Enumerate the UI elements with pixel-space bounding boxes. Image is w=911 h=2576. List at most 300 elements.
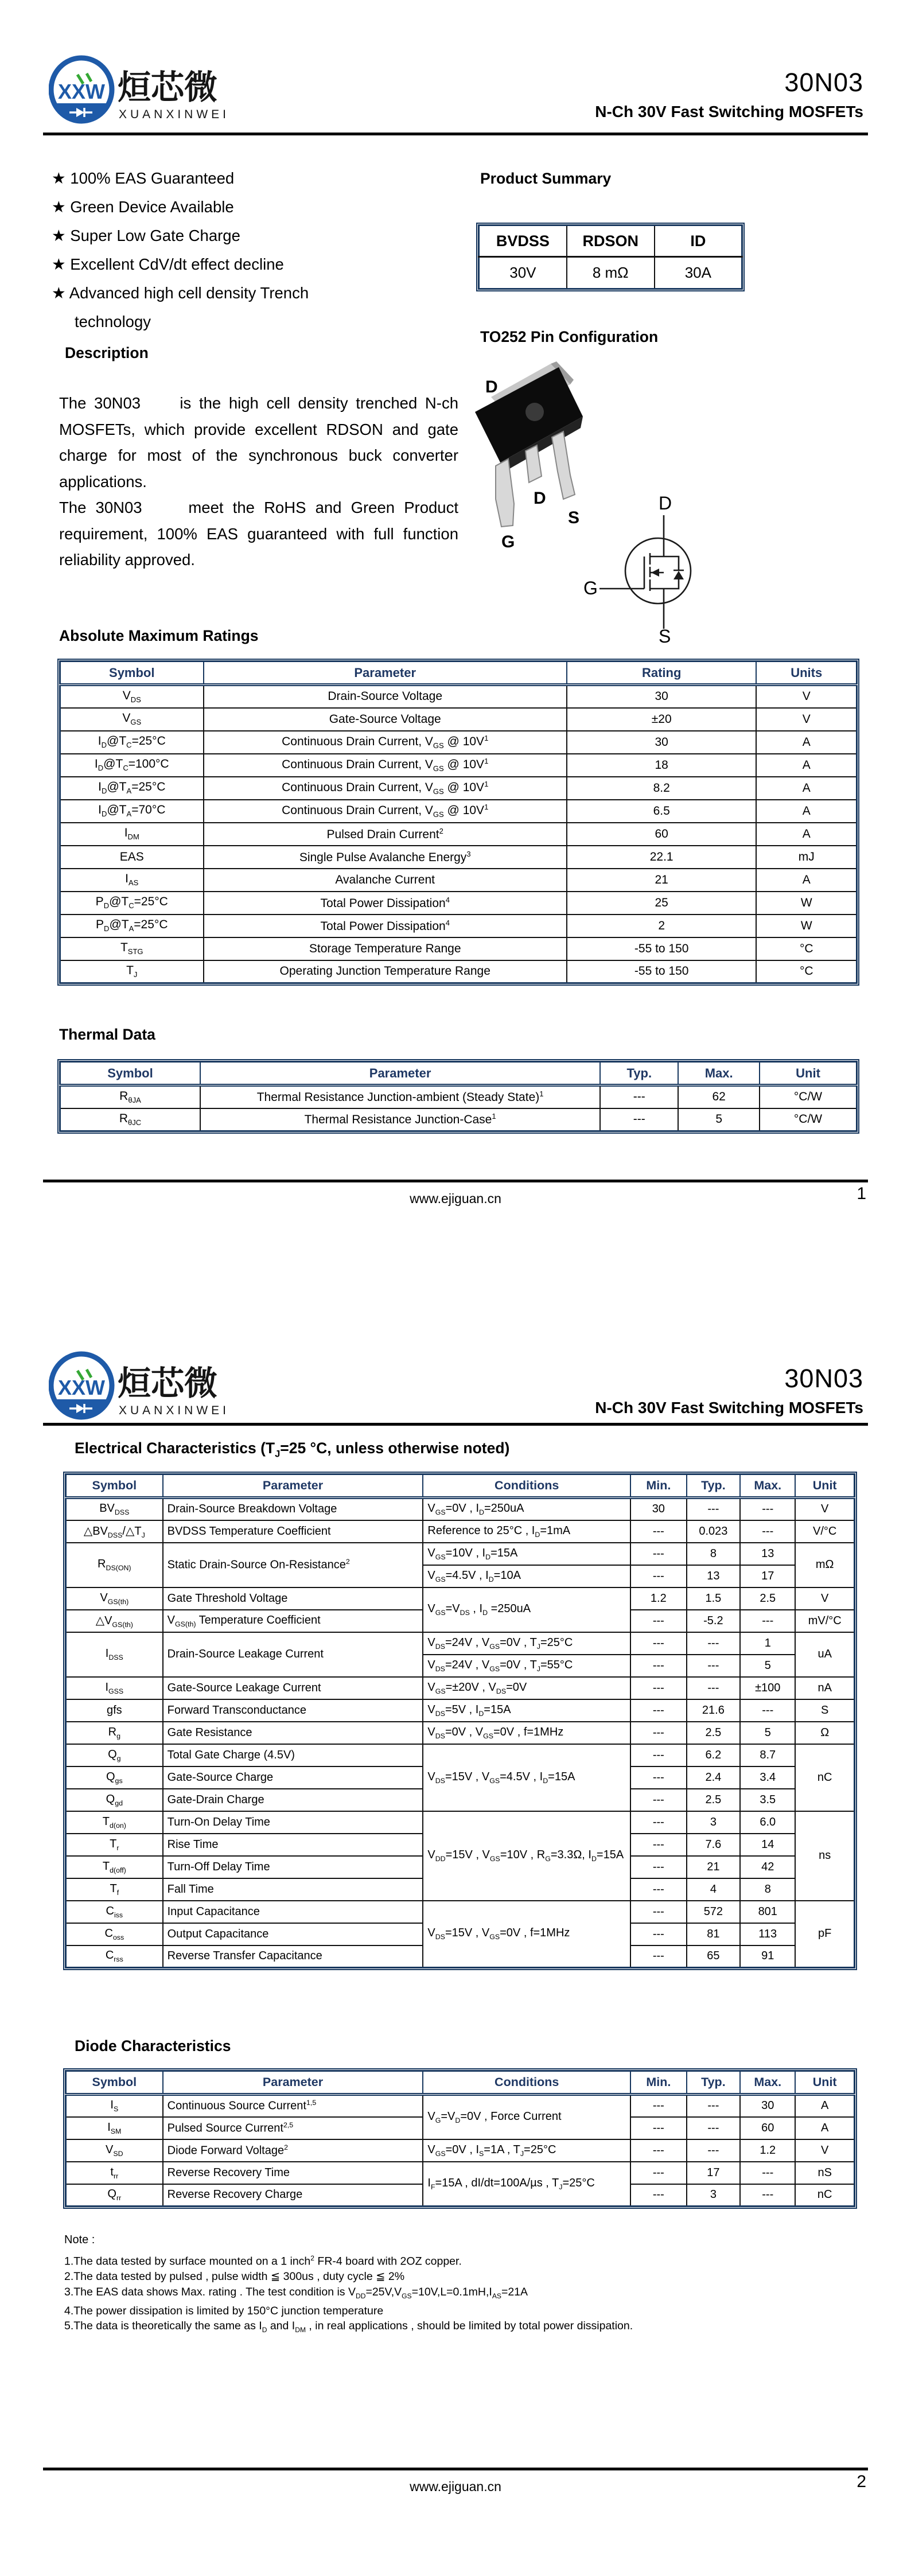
feature-item: ★ Green Device Available bbox=[52, 198, 234, 216]
table-cell: $V_{GS}=10V$ , $I_D=15A$ bbox=[423, 1543, 630, 1565]
package-label-tab-drain: D bbox=[485, 378, 498, 396]
column-header: Symbol bbox=[60, 661, 204, 685]
column-header: Conditions bbox=[423, 1474, 630, 1498]
table-cell: $I_{DSS}$ bbox=[66, 1632, 163, 1677]
column-header: Typ. bbox=[687, 1474, 741, 1498]
table-cell: $V_{DS}=5V$ , $I_D=15A$ bbox=[423, 1699, 630, 1722]
table-cell: 14 bbox=[740, 1834, 795, 1856]
table-cell: 8.7 bbox=[740, 1744, 795, 1766]
table-cell: Output Capacitance bbox=[163, 1923, 423, 1945]
table-cell: ns bbox=[795, 1811, 854, 1901]
table-cell: --- bbox=[630, 2117, 687, 2139]
table-cell: A bbox=[756, 869, 857, 892]
table-cell: $R_{\theta JA}$ bbox=[60, 1085, 200, 1108]
table-cell: nC bbox=[795, 2184, 854, 2207]
table-header-row bbox=[66, 2071, 855, 2095]
table-cell: V bbox=[756, 708, 857, 731]
table-cell: Gate-Source Leakage Current bbox=[163, 1677, 423, 1699]
table-row bbox=[66, 1498, 855, 1520]
notes-list bbox=[64, 2251, 867, 2338]
table-cell: 60 bbox=[740, 2117, 795, 2139]
to252-package-image bbox=[466, 351, 589, 552]
part-subtitle: N-Ch 30V Fast Switching MOSFETs bbox=[595, 1399, 863, 1417]
table-cell: 21 bbox=[567, 869, 757, 892]
product-summary-title: Product Summary bbox=[480, 170, 612, 187]
column-header: Max. bbox=[740, 1474, 795, 1498]
table-cell: $V_{DS}=15V$ , $V_{GS}=4.5V$ , $I_D=15A$ bbox=[423, 1744, 630, 1811]
table-row bbox=[66, 1699, 855, 1722]
table-cell: 60 bbox=[567, 823, 757, 846]
table-cell: S bbox=[795, 1699, 854, 1722]
table-cell: Turn-Off Delay Time bbox=[163, 1856, 423, 1878]
table-cell: $V_{DD}=15V$ , $V_{GS}=10V$ , $R_G=3.3\Omega$, $I_D=15A$ bbox=[423, 1811, 630, 1901]
column-header: Typ. bbox=[600, 1062, 678, 1085]
table-cell: W bbox=[756, 915, 857, 937]
table-cell: Gate Threshold Voltage bbox=[163, 1587, 423, 1610]
table-row bbox=[60, 892, 857, 915]
electrical-table-wrap bbox=[63, 1472, 857, 1970]
table-cell: V/°C bbox=[795, 1520, 854, 1543]
abs-max-table-wrap bbox=[57, 659, 859, 986]
table-cell: $V_{GS}=\pm 20V$ , $V_{DS}=0V$ bbox=[423, 1677, 630, 1699]
table-cell: 30 bbox=[567, 685, 757, 708]
table-cell: --- bbox=[630, 1565, 687, 1587]
table-cell: 30V bbox=[479, 257, 567, 289]
note-item: 4.The power dissipation is limited by 150°C junction temperature bbox=[64, 2304, 384, 2317]
table-cell: 2.4 bbox=[687, 1766, 741, 1789]
table-cell: 8.2 bbox=[567, 777, 757, 800]
table-cell: --- bbox=[630, 1610, 687, 1632]
table-cell: --- bbox=[687, 1632, 741, 1655]
table-cell: Forward Transconductance bbox=[163, 1699, 423, 1722]
logo-monogram: XXW bbox=[57, 80, 106, 103]
table-cell: °C bbox=[756, 960, 857, 983]
symbol-diode bbox=[673, 571, 684, 579]
table-cell: Continuous Drain Current, $V_{GS}$ @ $10V^1$ bbox=[204, 777, 567, 800]
table-cell: 1.5 bbox=[687, 1587, 741, 1610]
table-row bbox=[60, 754, 857, 777]
table-cell: 8 bbox=[687, 1543, 741, 1565]
table-cell: --- bbox=[740, 1520, 795, 1543]
footer-rule bbox=[43, 1180, 868, 1182]
table-cell: --- bbox=[630, 1945, 687, 1968]
package-label-source: S bbox=[568, 508, 580, 527]
note-item: 3.The EAS data shows Max. rating . The test condition is $V_{DD}=25V,V_{GS}=10V,L=0.1mH,I_{AS}=21A$ bbox=[64, 2285, 528, 2300]
table-cell: $V_{SD}$ bbox=[66, 2139, 163, 2162]
table-cell: 6.0 bbox=[740, 1811, 795, 1834]
table-cell: --- bbox=[630, 2139, 687, 2162]
table-cell: $I_{GSS}$ bbox=[66, 1677, 163, 1699]
table-cell: -55 to 150 bbox=[567, 960, 757, 983]
table-cell: $\triangle V_{GS(th)}$ bbox=[66, 1610, 163, 1632]
column-header: Units bbox=[756, 661, 857, 685]
table-cell: nC bbox=[795, 1744, 854, 1811]
table-cell: uA bbox=[795, 1632, 854, 1677]
table-cell: --- bbox=[630, 1520, 687, 1543]
table-cell: --- bbox=[687, 1498, 741, 1520]
table-cell: Pulsed Source Current$^{2,5}$ bbox=[163, 2117, 423, 2139]
table-cell: 8 mΩ bbox=[567, 257, 655, 289]
logo-latin-name: XUANXINWEI bbox=[119, 1404, 230, 1417]
table-cell: nA bbox=[795, 1677, 854, 1699]
table-cell: $BV_{DSS}$ bbox=[66, 1498, 163, 1520]
table-cell: 30 bbox=[630, 1498, 687, 1520]
diode-title: Diode Characteristics bbox=[75, 2037, 231, 2054]
table-cell: $I_S$ bbox=[66, 2095, 163, 2117]
table-cell: 17 bbox=[740, 1565, 795, 1587]
table-cell: $C_{rss}$ bbox=[66, 1945, 163, 1968]
column-header: Conditions bbox=[423, 2071, 630, 2095]
column-header: Min. bbox=[630, 2071, 687, 2095]
table-cell: 30A bbox=[655, 257, 742, 289]
table-cell: Single Pulse Avalanche Energy$^3$ bbox=[204, 846, 567, 869]
abs-max-title: Absolute Maximum Ratings bbox=[59, 627, 259, 644]
table-cell: $T_r$ bbox=[66, 1834, 163, 1856]
table-header-row bbox=[479, 225, 742, 257]
table-cell: Drain-Source Breakdown Voltage bbox=[163, 1498, 423, 1520]
table-cell: Thermal Resistance Junction-Case$^1$ bbox=[200, 1108, 600, 1131]
table-cell: A bbox=[795, 2095, 854, 2117]
notes-label: Note : bbox=[64, 2233, 95, 2246]
table-cell: Gate-Drain Charge bbox=[163, 1789, 423, 1811]
column-header: Max. bbox=[678, 1062, 760, 1085]
table-cell: --- bbox=[630, 1655, 687, 1677]
table-cell: Drain-Source Leakage Current bbox=[163, 1632, 423, 1677]
table-cell: °C bbox=[756, 937, 857, 960]
table-cell: Storage Temperature Range bbox=[204, 937, 567, 960]
logo-latin-name: XUANXINWEI bbox=[119, 108, 230, 121]
table-cell: $V_{GS}=V_{DS}$ , $I_D =250uA$ bbox=[423, 1587, 630, 1632]
table-row bbox=[66, 1543, 855, 1565]
table-cell: --- bbox=[630, 1901, 687, 1923]
table-row bbox=[479, 257, 742, 289]
table-row bbox=[60, 1108, 857, 1131]
table-row bbox=[60, 777, 857, 800]
table-row bbox=[60, 708, 857, 731]
table-cell: --- bbox=[630, 1543, 687, 1565]
table-cell: 1 bbox=[740, 1632, 795, 1655]
table-cell: Total Power Dissipation$^4$ bbox=[204, 892, 567, 915]
table-cell: --- bbox=[687, 2095, 741, 2117]
table-cell: -5.2 bbox=[687, 1610, 741, 1632]
footer-website: www.ejiguan.cn bbox=[410, 2479, 501, 2494]
table-cell: --- bbox=[630, 1699, 687, 1722]
table-cell: 62 bbox=[678, 1085, 760, 1108]
table-row bbox=[60, 823, 857, 846]
table-cell: mJ bbox=[756, 846, 857, 869]
table-row bbox=[60, 731, 857, 754]
table-cell: Total Power Dissipation$^4$ bbox=[204, 915, 567, 937]
column-header: BVDSS bbox=[479, 225, 567, 257]
table-cell: $P_D@T_C=25^\circ C$ bbox=[60, 892, 204, 915]
table-cell: --- bbox=[630, 1856, 687, 1878]
part-number: 30N03 bbox=[784, 1364, 863, 1393]
part-subtitle: N-Ch 30V Fast Switching MOSFETs bbox=[595, 103, 863, 120]
table-cell: $V_{DS}=15V$ , $V_{GS}=0V$ , f=1MHz bbox=[423, 1901, 630, 1968]
table-cell: Rise Time bbox=[163, 1834, 423, 1856]
description-text bbox=[59, 390, 458, 573]
title-block bbox=[595, 68, 863, 121]
table-cell: --- bbox=[630, 1923, 687, 1945]
table-cell: 2.5 bbox=[687, 1789, 741, 1811]
table-cell: $Q_{gd}$ bbox=[66, 1789, 163, 1811]
table-cell: --- bbox=[740, 2184, 795, 2207]
description-title: Description bbox=[65, 344, 149, 361]
diode-table bbox=[65, 2070, 855, 2207]
table-cell: ±100 bbox=[740, 1677, 795, 1699]
brand-logo-graphic bbox=[49, 1351, 247, 1421]
table-cell: $V_{DS}=24V$ , $V_{GS}=0V$ , $T_J=25^\circ C$ bbox=[423, 1632, 630, 1655]
table-row bbox=[60, 1085, 857, 1108]
table-cell: W bbox=[756, 892, 857, 915]
feature-item: ★ Excellent CdV/dt effect decline bbox=[52, 255, 284, 273]
table-cell: Gate-Source Voltage bbox=[204, 708, 567, 731]
table-cell: Reverse Recovery Time bbox=[163, 2162, 423, 2184]
table-row bbox=[66, 1587, 855, 1610]
pin-config-title: TO252 Pin Configuration bbox=[480, 328, 659, 345]
table-cell: Continuous Drain Current, $V_{GS}$ @ $10V^1$ bbox=[204, 731, 567, 754]
table-cell: --- bbox=[687, 1655, 741, 1677]
product-summary-table bbox=[478, 224, 743, 290]
table-cell: V bbox=[756, 685, 857, 708]
table-cell: --- bbox=[630, 1744, 687, 1766]
page-number: 1 bbox=[857, 1184, 866, 1203]
table-cell: $C_{iss}$ bbox=[66, 1901, 163, 1923]
table-cell: 5 bbox=[740, 1655, 795, 1677]
table-cell: $V_{DS}=24V$ , $V_{GS}=0V$ , $T_J=55^\circ C$ bbox=[423, 1655, 630, 1677]
table-cell: 30 bbox=[567, 731, 757, 754]
table-cell: Operating Junction Temperature Range bbox=[204, 960, 567, 983]
table-cell: 2.5 bbox=[740, 1587, 795, 1610]
table-cell: $C_{oss}$ bbox=[66, 1923, 163, 1945]
logo-chinese-name: 烜芯微 bbox=[118, 1365, 218, 1402]
column-header: Rating bbox=[567, 661, 757, 685]
table-row bbox=[66, 1677, 855, 1699]
feature-item: ★ 100% EAS Guaranteed bbox=[52, 169, 235, 187]
table-cell: $T_f$ bbox=[66, 1878, 163, 1901]
brand-logo-graphic bbox=[49, 55, 247, 125]
column-header: Parameter bbox=[204, 661, 567, 685]
table-row bbox=[66, 2162, 855, 2184]
table-cell: °C/W bbox=[760, 1085, 857, 1108]
column-header: Parameter bbox=[163, 2071, 423, 2095]
symbol-label-drain: D bbox=[659, 493, 672, 513]
table-cell: $I_D@T_A=70^\circ C$ bbox=[60, 800, 204, 823]
table-row bbox=[66, 1520, 855, 1543]
table-cell: 21 bbox=[687, 1856, 741, 1878]
symbol-label-gate: G bbox=[583, 578, 598, 598]
table-cell: Input Capacitance bbox=[163, 1901, 423, 1923]
table-cell: 30 bbox=[740, 2095, 795, 2117]
table-row bbox=[60, 869, 857, 892]
table-cell: V bbox=[795, 1498, 854, 1520]
title-block bbox=[595, 1364, 863, 1417]
thermal-table bbox=[59, 1061, 858, 1132]
table-cell: $P_D@T_A=25^\circ C$ bbox=[60, 915, 204, 937]
table-cell: Thermal Resistance Junction-ambient (Steady State)$^1$ bbox=[200, 1085, 600, 1108]
table-cell: 7.6 bbox=[687, 1834, 741, 1856]
header-rule bbox=[43, 1423, 868, 1426]
table-cell: A bbox=[756, 800, 857, 823]
table-cell: --- bbox=[687, 2139, 741, 2162]
brand-logo bbox=[49, 55, 247, 128]
table-header-row bbox=[60, 1062, 857, 1085]
table-cell: 22.1 bbox=[567, 846, 757, 869]
table-cell: $I_D@T_A=25^\circ C$ bbox=[60, 777, 204, 800]
table-cell: 13 bbox=[740, 1543, 795, 1565]
table-cell: $Q_{gs}$ bbox=[66, 1766, 163, 1789]
table-cell: --- bbox=[687, 1677, 741, 1699]
column-header: Parameter bbox=[200, 1062, 600, 1085]
table-cell: A bbox=[795, 2117, 854, 2139]
table-cell: -55 to 150 bbox=[567, 937, 757, 960]
package-label-gate: G bbox=[501, 532, 515, 551]
note-item: 2.The data tested by pulsed , pulse width ≦ 300us , duty cycle ≦ 2% bbox=[64, 2270, 405, 2283]
table-cell: Reference to 25°C , $I_D=1mA$ bbox=[423, 1520, 630, 1543]
table-cell: $V_{GS}$ bbox=[60, 708, 204, 731]
table-cell: 42 bbox=[740, 1856, 795, 1878]
mosfet-symbol-diagram bbox=[577, 492, 708, 644]
table-cell: 113 bbox=[740, 1923, 795, 1945]
table-cell: --- bbox=[687, 2117, 741, 2139]
table-cell: $I_{DM}$ bbox=[60, 823, 204, 846]
table-cell: $t_{rr}$ bbox=[66, 2162, 163, 2184]
table-cell: 1.2 bbox=[630, 1587, 687, 1610]
table-cell: $V_{GS}=0V$ , $I_D=250uA$ bbox=[423, 1498, 630, 1520]
table-cell: --- bbox=[630, 1834, 687, 1856]
diode-table-wrap bbox=[63, 2068, 857, 2209]
page-number: 2 bbox=[857, 2472, 866, 2491]
table-cell: A bbox=[756, 823, 857, 846]
footer-website: www.ejiguan.cn bbox=[410, 1191, 501, 1206]
table-cell: --- bbox=[630, 2162, 687, 2184]
table-cell: $I_{SM}$ bbox=[66, 2117, 163, 2139]
table-cell: $V_G=V_D=0V$ , Force Current bbox=[423, 2095, 630, 2139]
electrical-title: Electrical Characteristics ($T_J=25$ °C, unless otherwise noted) bbox=[75, 1439, 510, 1460]
table-cell: nS bbox=[795, 2162, 854, 2184]
table-cell: $Q_{rr}$ bbox=[66, 2184, 163, 2207]
table-cell: --- bbox=[740, 1498, 795, 1520]
package-leg-source bbox=[552, 431, 575, 499]
table-cell: Ω bbox=[795, 1722, 854, 1744]
table-cell: $R_g$ bbox=[66, 1722, 163, 1744]
table-cell: 572 bbox=[687, 1901, 741, 1923]
note-item: 1.The data tested by surface mounted on a 1 inch$^2$ FR-4 board with 2OZ copper. bbox=[64, 2254, 462, 2268]
column-header: Unit bbox=[760, 1062, 857, 1085]
table-cell: --- bbox=[630, 1722, 687, 1744]
table-cell: --- bbox=[630, 2095, 687, 2117]
table-cell: $R_{DS(ON)}$ bbox=[66, 1543, 163, 1587]
table-header-row bbox=[66, 1474, 855, 1498]
table-cell: gfs bbox=[66, 1699, 163, 1722]
table-cell: --- bbox=[630, 1677, 687, 1699]
table-cell: 5 bbox=[678, 1108, 760, 1131]
table-cell: 25 bbox=[567, 892, 757, 915]
table-cell: $T_{STG}$ bbox=[60, 937, 204, 960]
table-row bbox=[66, 2095, 855, 2117]
table-row bbox=[66, 1744, 855, 1766]
table-cell: Drain-Source Voltage bbox=[204, 685, 567, 708]
header-rule bbox=[43, 133, 868, 135]
logo-monogram: XXW bbox=[57, 1376, 106, 1399]
table-cell: Avalanche Current bbox=[204, 869, 567, 892]
table-cell: $V_{GS}=4.5V$ , $I_D=10A$ bbox=[423, 1565, 630, 1587]
package-dimple bbox=[525, 403, 544, 421]
column-header: ID bbox=[655, 225, 742, 257]
table-cell: V bbox=[795, 1587, 854, 1610]
table-cell: $I_D@T_C=25^\circ C$ bbox=[60, 731, 204, 754]
table-cell: Gate-Source Charge bbox=[163, 1766, 423, 1789]
table-cell: 2.5 bbox=[687, 1722, 741, 1744]
abs-max-table bbox=[59, 660, 858, 984]
table-row bbox=[66, 2139, 855, 2162]
description-paragraph: The 30N03 is the high cell density trenched N-ch MOSFETs, which provide excellent RDSON and gate charge for most of the synchronous buck converter applications. bbox=[59, 394, 458, 491]
table-cell: --- bbox=[630, 1878, 687, 1901]
feature-item: ★ Super Low Gate Charge bbox=[52, 227, 240, 244]
logo-chinese-name: 烜芯微 bbox=[118, 69, 218, 106]
column-header: Symbol bbox=[60, 1062, 200, 1085]
table-row bbox=[60, 685, 857, 708]
table-cell: $V_{GS(th)}$ bbox=[66, 1587, 163, 1610]
table-cell: Static Drain-Source On-Resistance$^2$ bbox=[163, 1543, 423, 1587]
table-cell: mV/°C bbox=[795, 1610, 854, 1632]
table-cell: 3 bbox=[687, 2184, 741, 2207]
table-cell: 8 bbox=[740, 1878, 795, 1901]
brand-logo bbox=[49, 1351, 247, 1424]
part-number: 30N03 bbox=[784, 68, 863, 97]
table-cell: $T_J$ bbox=[60, 960, 204, 983]
table-cell: BVDSS Temperature Coefficient bbox=[163, 1520, 423, 1543]
column-header: Max. bbox=[740, 2071, 795, 2095]
table-cell: 91 bbox=[740, 1945, 795, 1968]
table-cell: 21.6 bbox=[687, 1699, 741, 1722]
table-row bbox=[60, 915, 857, 937]
column-header: Unit bbox=[795, 2071, 854, 2095]
product-summary-table-wrap bbox=[476, 223, 745, 291]
table-cell: 1.2 bbox=[740, 2139, 795, 2162]
thermal-title: Thermal Data bbox=[59, 1026, 155, 1043]
table-cell: --- bbox=[630, 1766, 687, 1789]
table-cell: 6.5 bbox=[567, 800, 757, 823]
table-cell: Gate Resistance bbox=[163, 1722, 423, 1744]
table-cell: Reverse Transfer Capacitance bbox=[163, 1945, 423, 1968]
table-cell: 17 bbox=[687, 2162, 741, 2184]
symbol-body-arrow bbox=[651, 569, 659, 577]
package-label-drain: D bbox=[534, 489, 546, 508]
table-cell: $T_{d(on)}$ bbox=[66, 1811, 163, 1834]
description-paragraph: The 30N03 meet the RoHS and Green Product requirement, 100% EAS guaranteed with full function reliability approved. bbox=[59, 499, 458, 569]
table-cell: 3.4 bbox=[740, 1766, 795, 1789]
table-cell: --- bbox=[740, 2162, 795, 2184]
table-row bbox=[60, 960, 857, 983]
table-header-row bbox=[60, 661, 857, 685]
table-cell: $Q_g$ bbox=[66, 1744, 163, 1766]
column-header: Symbol bbox=[66, 2071, 163, 2095]
table-cell: --- bbox=[600, 1108, 678, 1131]
feature-list bbox=[52, 164, 381, 336]
table-row bbox=[66, 1722, 855, 1744]
column-header: Parameter bbox=[163, 1474, 423, 1498]
table-cell: Continuous Source Current$^{1,5}$ bbox=[163, 2095, 423, 2117]
table-cell: Total Gate Charge (4.5V) bbox=[163, 1744, 423, 1766]
electrical-table bbox=[65, 1473, 855, 1968]
symbol-label-source: S bbox=[659, 626, 671, 644]
column-header: RDSON bbox=[567, 225, 655, 257]
table-cell: $I_{AS}$ bbox=[60, 869, 204, 892]
column-header: Symbol bbox=[66, 1474, 163, 1498]
table-cell: mΩ bbox=[795, 1543, 854, 1587]
column-header: Unit bbox=[795, 1474, 854, 1498]
